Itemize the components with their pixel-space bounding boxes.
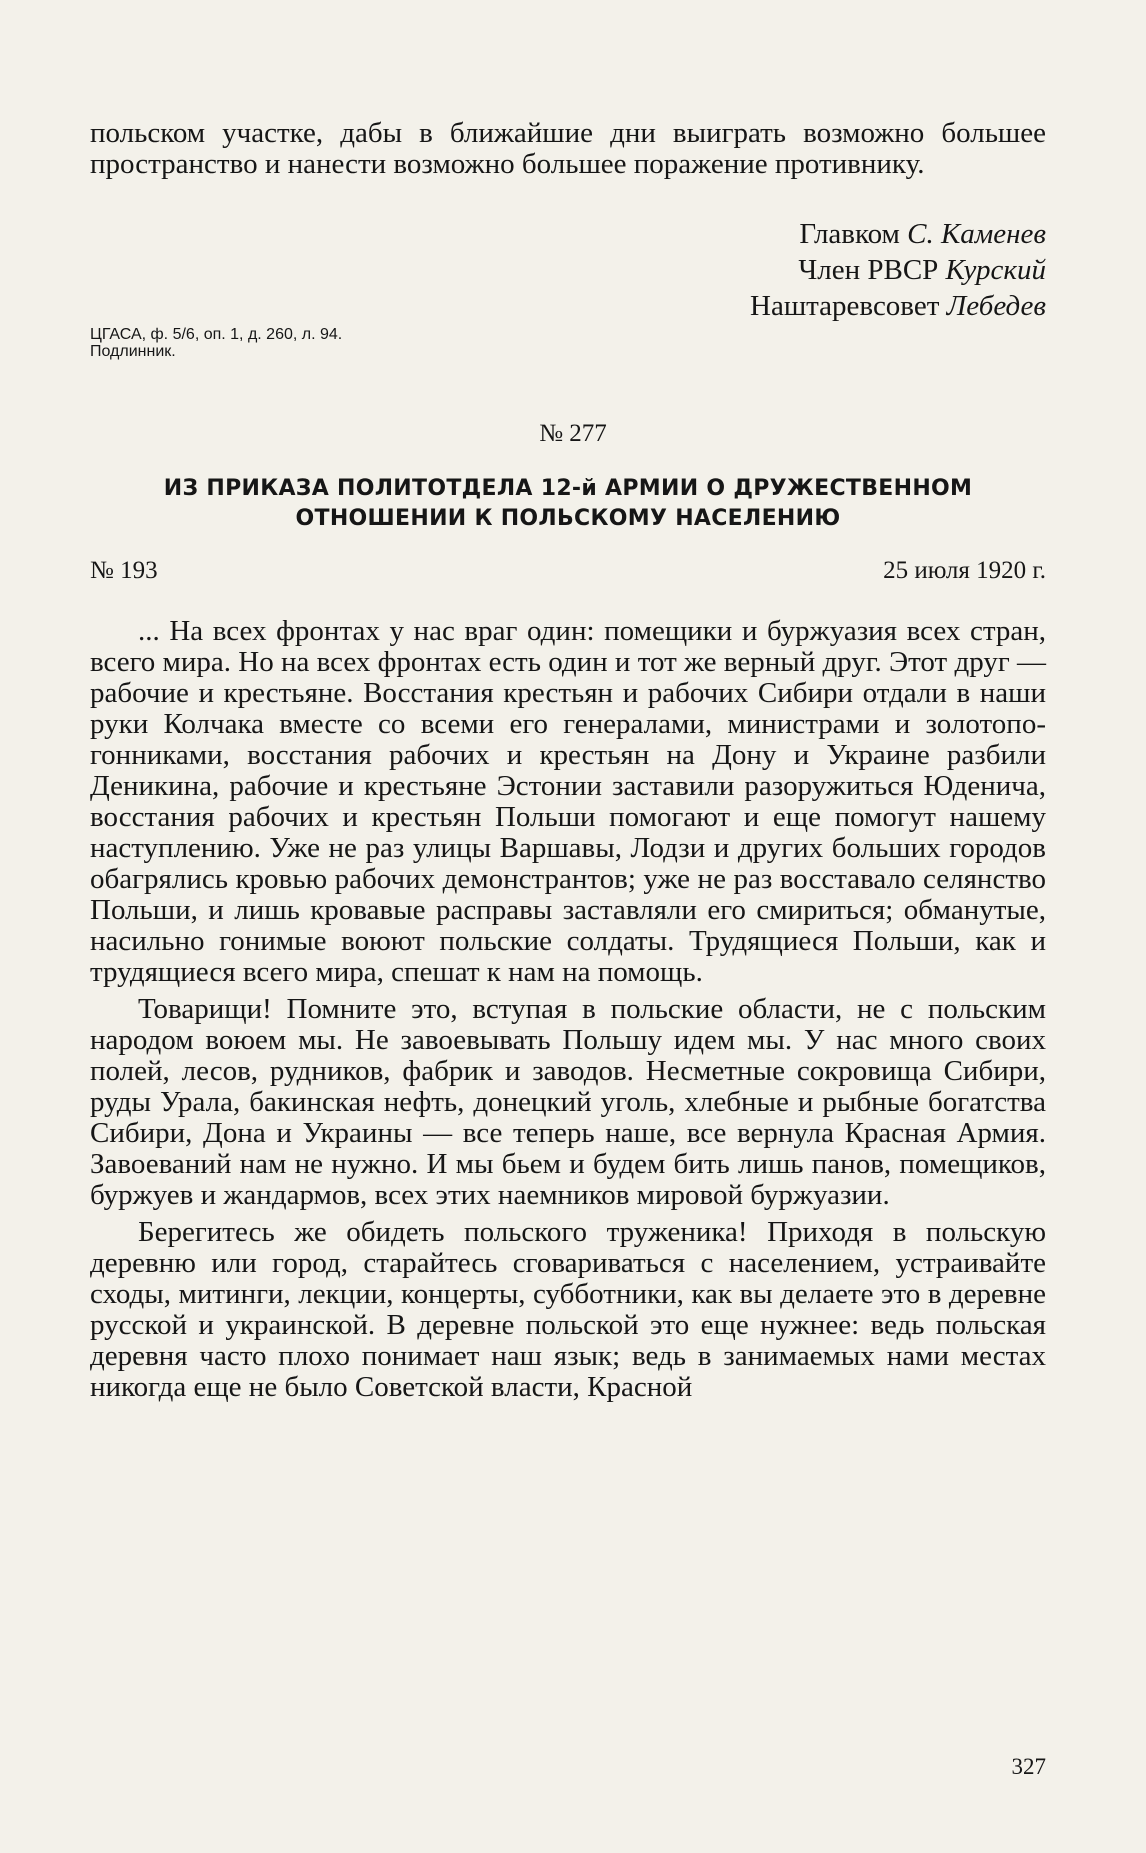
paragraph: ... На всех фронтах у нас враг один: помещики и буржуазия всех стран, всего мира. Но на всех фронтах есть один и тот же верный друг. Этот друг — рабочие и крестьяне. Восстания крестьян и рабочих Сибири отдали в наши руки Колчака вместе со всеми его генералами, министрами и золотопогонниками, восстания рабочих и крестьян на Дону и Украине разбили Деникина, рабочие и крестьяне Эстонии заставили разоружиться Юденича, восстания рабочих и крестьян Польши помогают и еще помогут нашему наступлению. Уже не раз улицы Варшавы, Лодзи и других больших городов обагрялись кровью рабочих демонстрантов; уже не раз восставало селянство Польши, и лишь кровавые расправы заставляли его смириться; обманутые, насильно гонимые воюют польские солдаты. Трудящиеся Польши, как и трудящиеся всего мира, спешат к нам на помощь.: [90, 615, 1046, 988]
paragraph: Берегитесь же обидеть польского труженика! Приходя в польскую деревню или город, старайтесь сговариваться с населением, устраивайте сходы, митинги, лекции, концерты, субботники, как вы делаете это в деревне русской и украинской. В деревне польской это еще нужнее: ведь польская деревня часто плохо понимает наш язык; ведь в занимаемых нами местах никогда еще не было Советской власти, Красной: [90, 1216, 1046, 1403]
order-number: № 193: [90, 557, 158, 584]
continued-text: польском участке, дабы в ближайшие дни выиграть возможно большее пространство и нанести возможно большее поражение противнику.: [90, 117, 1046, 180]
paragraph: Товарищи! Помните это, вступая в польские области, не с польским народом воюем мы. Не завоевывать Польшу идем мы. У нас много своих полей, лесов, рудников, фабрик и заводов. Несметные сокровища Сибири, руды Урала, бакинская нефть, донецкий уголь, хлебные и рыбные богатства Сибири, Дона и Украины — все теперь наше, все вернула Красная Армия. Завоеваний нам не нужно. И мы бьем и будем бить лишь панов, помещиков, буржуев и жандармов, всех этих наемников мировой буржуазии.: [90, 993, 1046, 1211]
archive-reference: ЦГАСА, ф. 5/6, оп. 1, д. 260, л. 94. Подлинник.: [90, 326, 343, 360]
signature-line: Наштаревсовет Лебедев: [750, 290, 1046, 322]
order-date: 25 июля 1920 г.: [883, 557, 1046, 584]
order-line: [90, 556, 1046, 586]
page-number: 327: [1011, 1754, 1046, 1779]
signature-block: [750, 216, 1046, 324]
document-title: ИЗ ПРИКАЗА ПОЛИТОТДЕЛА 12-й АРМИИ О ДРУЖЕСТВЕННОМ ОТНОШЕНИИ К ПОЛЬСКОМУ НАСЕЛЕНИЮ: [163, 476, 973, 531]
document-number: № 277: [539, 420, 607, 447]
body-text: [90, 616, 1046, 1403]
signature-line: Член РВСР Курский: [798, 254, 1046, 286]
signature-line: Главком С. Каменев: [799, 218, 1046, 250]
